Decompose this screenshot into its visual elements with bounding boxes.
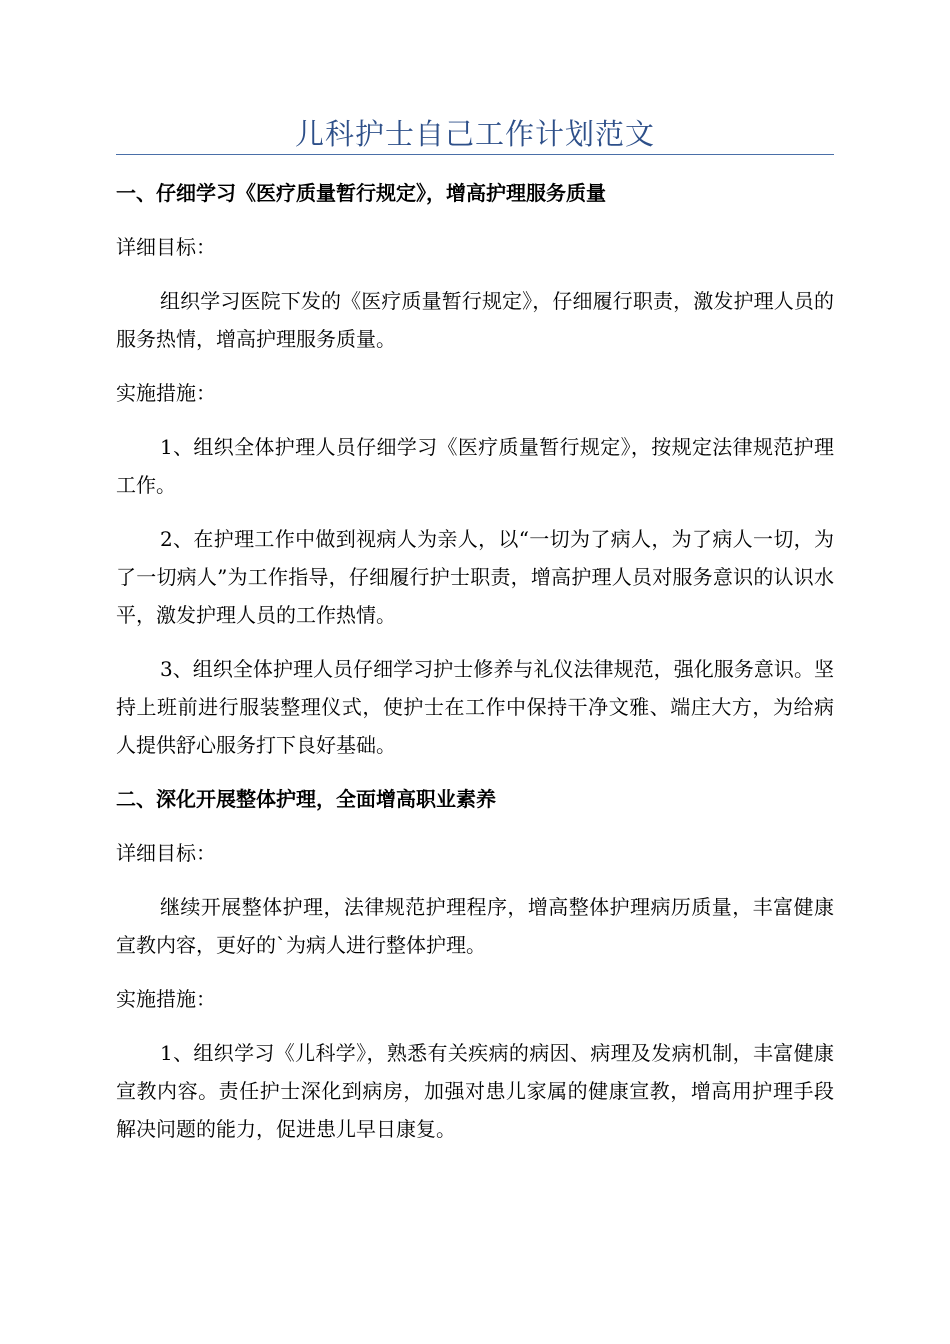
goal-label-1: 详细目标： [116,235,216,259]
measure-paragraph: 2、在护理工作中做到视病人为亲人，以“一切为了病人，为了病人一切，为了一切病人”为工作指导，仔细履行护士职责，增高护理人员对服务意识的认识水平，激发护理人员的工作热情。 [116,527,834,627]
goal-paragraph-2: 继续开展整体护理，法律规范护理程序，增高整体护理病历质量，丰富健康宣教内容，更好的`为病人进行整体护理。 [116,895,834,957]
section-heading-2: 二、深化开展整体护理，全面增高职业素养 [116,787,496,811]
goal-paragraph-1: 组织学习医院下发的《医疗质量暂行规定》，仔细履行职责，激发护理人员的服务热情，增高护理服务质量。 [116,289,834,351]
document-body [116,174,834,1164]
title-underline [116,154,834,155]
measure-paragraph: 1、组织学习《儿科学》，熟悉有关疾病的病因、病理及发病机制，丰富健康宣教内容。责任护士深化到病房，加强对患儿家属的健康宣教，增高用护理手段解决问题的能力，促进患儿早日康复。 [116,1041,834,1141]
measures-label-2: 实施措施： [116,987,216,1011]
goal-label-2: 详细目标： [116,841,216,865]
section-heading-1: 一、仔细学习《医疗质量暂行规定》，增高护理服务质量 [116,181,606,205]
document-title: 儿科护士自己工作计划范文 [294,117,655,151]
measure-paragraph: 3、组织全体护理人员仔细学习护士修养与礼仪法律规范，强化服务意识。坚持上班前进行服装整理仪式，使护士在工作中保持干净文雅、端庄大方，为给病人提供舒心服务打下良好基础。 [116,657,834,757]
measures-label-1: 实施措施： [116,381,216,405]
measure-paragraph: 1、组织全体护理人员仔细学习《医疗质量暂行规定》，按规定法律规范护理工作。 [116,435,834,497]
